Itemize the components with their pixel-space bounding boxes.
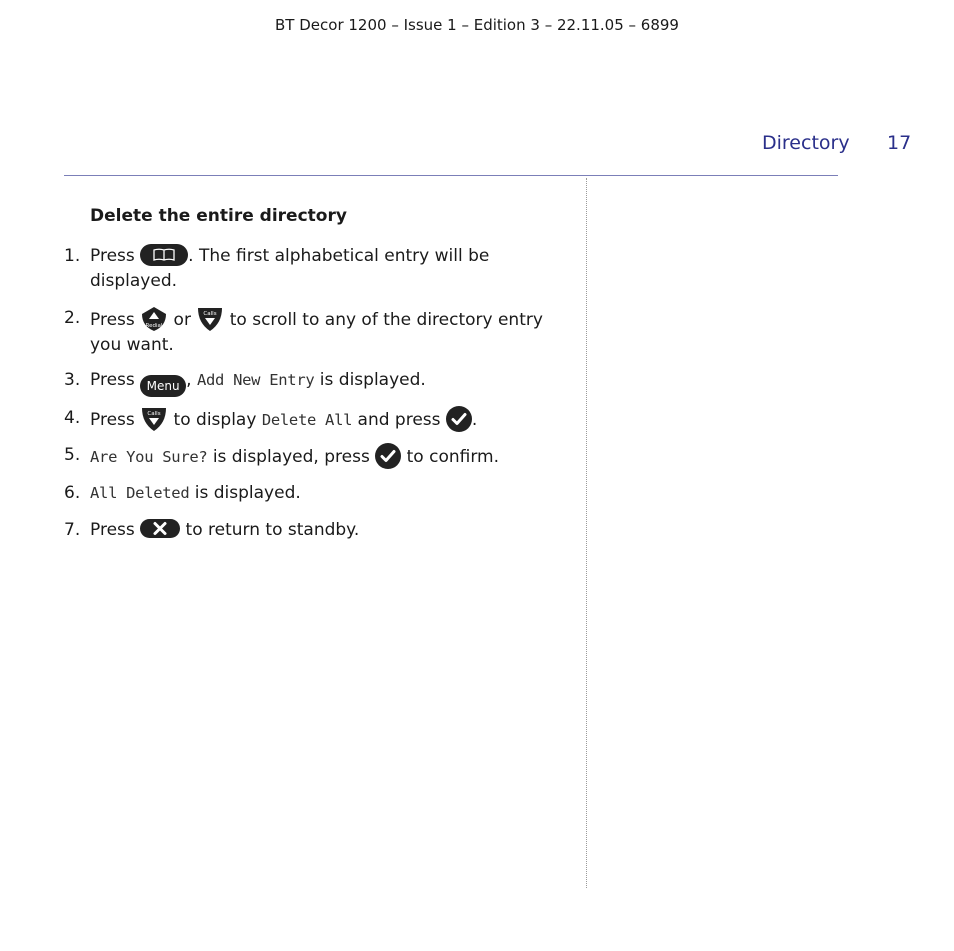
menu-key: Menu: [140, 375, 186, 397]
check-icon: [446, 406, 472, 432]
display-text: Are You Sure?: [90, 448, 208, 466]
display-text: Add New Entry: [196, 371, 315, 389]
step-number: 6.: [64, 483, 81, 503]
step-number: 3.: [64, 370, 81, 390]
step-text: Press: [90, 410, 141, 430]
step-number: 2.: [64, 308, 81, 328]
step-text: . The first alphabetical entry will be displayed.: [90, 246, 490, 291]
step-number: 4.: [64, 408, 81, 428]
step-text: to scroll to any of the directory entry you want.: [90, 310, 543, 355]
step-2: [64, 306, 564, 358]
step-number: 1.: [64, 246, 81, 266]
step-number: 7.: [64, 520, 81, 540]
step-number: 5.: [64, 445, 81, 465]
page-number: 17: [887, 132, 912, 154]
calls-down-icon: [140, 406, 168, 432]
check-icon: [375, 443, 401, 469]
step-text: Press: [90, 246, 141, 266]
step-text: or: [168, 310, 197, 330]
book-icon: [140, 244, 188, 266]
step-text: to return to standby.: [180, 520, 360, 540]
display-text: Delete All: [261, 411, 353, 429]
step-text: is displayed.: [189, 483, 301, 503]
calls-key-label: Calls: [147, 411, 161, 417]
redial-key-label: Redial: [145, 323, 163, 329]
column-divider: [586, 178, 587, 888]
section-heading: Delete the entire directory: [90, 206, 347, 226]
step-5: [64, 443, 564, 470]
display-text: All Deleted: [90, 484, 190, 502]
step-text: Press: [90, 310, 141, 330]
step-text: to confirm.: [401, 447, 499, 467]
step-text: is displayed, press: [207, 447, 376, 467]
step-text: Press: [90, 370, 141, 390]
calls-down-icon: [196, 306, 224, 332]
step-4: [64, 406, 564, 433]
calls-key-label: Calls: [203, 311, 217, 317]
step-6: [64, 481, 564, 506]
section-title: Directory: [762, 132, 850, 154]
header-rule: [64, 175, 838, 176]
step-text: is displayed.: [314, 370, 426, 390]
step-text: .: [471, 410, 478, 430]
step-text: and press: [352, 410, 446, 430]
step-3: [64, 368, 564, 397]
cross-icon: [140, 519, 180, 538]
step-text: ,: [186, 370, 197, 390]
step-7: [64, 518, 564, 543]
redial-up-icon: [140, 306, 168, 332]
step-text: Press: [90, 520, 141, 540]
document-note: BT Decor 1200 – Issue 1 – Edition 3 – 22.11.05 – 6899: [275, 16, 679, 34]
step-1: [64, 244, 564, 294]
step-text: to display: [168, 410, 262, 430]
